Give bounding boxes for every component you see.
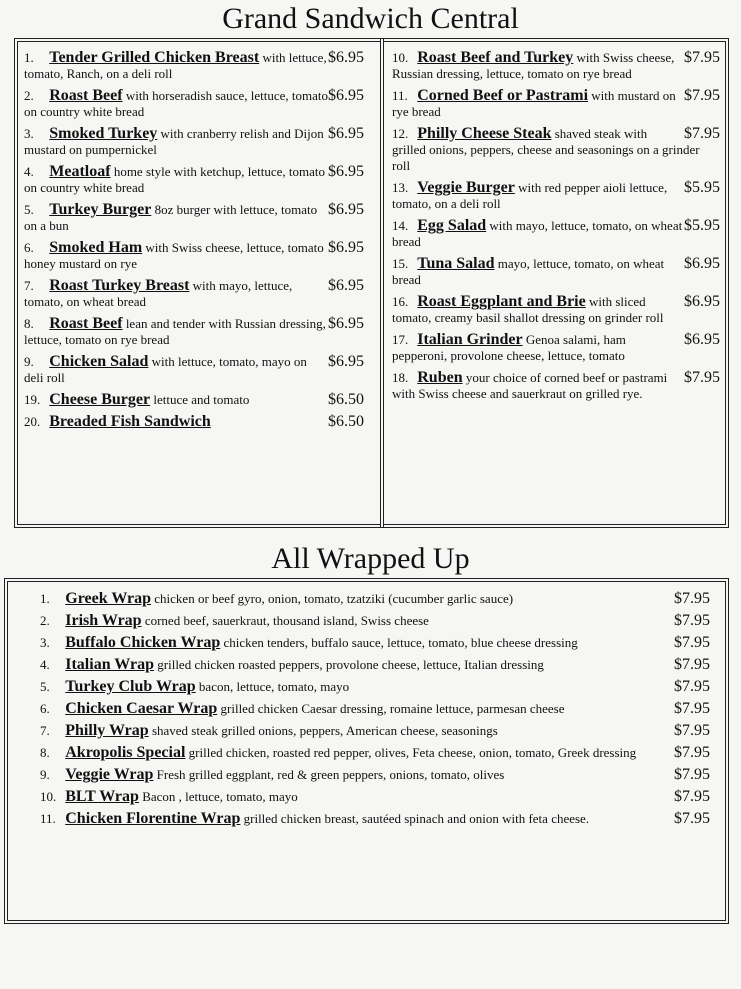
item-description: with lettuce, tomato, mayo on deli roll — [24, 354, 307, 385]
item-number: 5. — [40, 679, 50, 694]
menu-title: Grand Sandwich Central — [222, 2, 519, 35]
item-number: 1. — [24, 50, 34, 65]
menu-item — [24, 88, 364, 120]
item-name: Italian Grinder — [417, 331, 523, 348]
item-name: Breaded Fish Sandwich — [49, 413, 211, 430]
item-number: 4. — [24, 164, 34, 179]
item-number: 6. — [24, 240, 34, 255]
menu-item — [40, 766, 710, 784]
menu-item — [40, 810, 710, 828]
item-price: $7.95 — [674, 656, 710, 673]
item-number: 13. — [392, 180, 409, 195]
menu-item — [40, 744, 710, 762]
item-price: $6.95 — [328, 201, 364, 218]
menu-item — [24, 316, 364, 348]
item-description: lean and tender with Russian dressing, lettuce, tomato on rye bread — [24, 316, 326, 347]
item-description: Bacon , lettuce, tomato, mayo — [142, 789, 298, 804]
item-description: chicken or beef gyro, onion, tomato, tzatziki (cucumber garlic sauce) — [154, 591, 514, 606]
item-description: with red pepper aioli lettuce, tomato, on a deli roll — [392, 180, 668, 211]
item-number: 8. — [40, 745, 50, 760]
item-description: corned beef, sauerkraut, thousand island, Swiss cheese — [144, 613, 429, 628]
item-description: with Swiss cheese, Russian dressing, lettuce, tomato on rye bread — [392, 50, 675, 81]
menu-item — [24, 414, 364, 430]
item-price: $6.95 — [684, 293, 720, 310]
item-name: BLT Wrap — [65, 788, 139, 805]
item-number: 2. — [24, 88, 34, 103]
item-price: $7.95 — [684, 125, 720, 142]
item-price: $5.95 — [684, 179, 720, 196]
item-price: $6.95 — [684, 331, 720, 348]
menu-item — [24, 392, 364, 408]
item-number: 15. — [392, 256, 409, 271]
menu-item — [392, 256, 720, 288]
item-name: Irish Wrap — [65, 612, 142, 629]
item-name: Smoked Ham — [49, 239, 143, 256]
item-description: chicken tenders, buffalo sauce, lettuce, tomato, blue cheese dressing — [223, 635, 578, 650]
item-name: Veggie Wrap — [65, 766, 154, 783]
menu-item — [40, 590, 710, 608]
item-name: Tuna Salad — [417, 255, 495, 272]
item-number: 2. — [40, 613, 50, 628]
item-number: 8. — [24, 316, 34, 331]
item-number: 3. — [40, 635, 50, 650]
item-number: 16. — [392, 294, 409, 309]
menu-item — [40, 700, 710, 718]
item-price: $6.95 — [328, 315, 364, 332]
item-number: 11. — [392, 88, 408, 103]
item-number: 3. — [24, 126, 34, 141]
menu-item — [392, 218, 720, 250]
item-description: grilled chicken breast, sautéed spinach and onion with feta cheese. — [243, 811, 590, 826]
item-name: Roast Beef — [49, 315, 123, 332]
item-description: Fresh grilled eggplant, red & green peppers, onions, tomato, olives — [156, 767, 505, 782]
menu-item — [24, 126, 364, 158]
item-name: Ruben — [417, 369, 463, 386]
menu-item — [24, 202, 364, 234]
item-number: 14. — [392, 218, 409, 233]
menu-item — [392, 332, 720, 364]
menu-item — [40, 678, 710, 696]
item-price: $7.95 — [674, 722, 710, 739]
item-price: $6.95 — [684, 255, 720, 272]
menu-item — [392, 370, 720, 402]
item-price: $6.50 — [328, 391, 364, 408]
menu-item — [40, 656, 710, 674]
item-number: 5. — [24, 202, 34, 217]
item-description: 8oz burger with lettuce, tomato on a bun — [24, 202, 318, 233]
item-name: Roast Eggplant and Brie — [417, 293, 586, 310]
item-description: with lettuce, tomato, Ranch, on a deli roll — [24, 50, 327, 81]
item-name: Turkey Club Wrap — [65, 678, 196, 695]
item-name: Buffalo Chicken Wrap — [65, 634, 221, 651]
menu-item — [40, 722, 710, 740]
menu-item — [24, 240, 364, 272]
item-price: $7.95 — [684, 49, 720, 66]
item-description: with cranberry relish and Dijon mustard on pumpernickel — [24, 126, 324, 157]
sandwich-list-left — [24, 50, 364, 436]
item-name: Tender Grilled Chicken Breast — [49, 49, 260, 66]
item-price: $7.95 — [674, 590, 710, 607]
item-description: grilled chicken roasted peppers, provolone cheese, lettuce, Italian dressing — [157, 657, 544, 672]
item-description: with mayo, lettuce, tomato, on wheat bread — [24, 278, 293, 309]
menu-item — [24, 278, 364, 310]
item-price: $6.95 — [328, 353, 364, 370]
item-name: Smoked Turkey — [49, 125, 158, 142]
item-name: Philly Cheese Steak — [417, 125, 552, 142]
menu-item — [392, 294, 720, 326]
item-name: Veggie Burger — [417, 179, 515, 196]
item-name: Greek Wrap — [65, 590, 152, 607]
item-price: $6.95 — [328, 239, 364, 256]
item-name: Akropolis Special — [65, 744, 186, 761]
item-name: Cheese Burger — [49, 391, 151, 408]
wrap-list — [40, 590, 710, 832]
item-description: grilled chicken Caesar dressing, romaine lettuce, parmesan cheese — [220, 701, 565, 716]
item-description: Genoa salami, ham pepperoni, provolone cheese, lettuce, tomato — [392, 332, 626, 363]
item-number: 7. — [24, 278, 34, 293]
item-number: 12. — [392, 126, 409, 141]
sandwich-list-right — [392, 50, 720, 408]
item-description: home style with ketchup, lettuce, tomato on country white bread — [24, 164, 326, 195]
item-number: 9. — [40, 767, 50, 782]
item-number: 1. — [40, 591, 50, 606]
item-name: Corned Beef or Pastrami — [417, 87, 589, 104]
menu-item — [392, 180, 720, 212]
menu-item — [40, 634, 710, 652]
item-price: $6.95 — [328, 49, 364, 66]
item-number: 10. — [40, 789, 57, 804]
item-price: $7.95 — [674, 810, 710, 827]
item-price: $6.95 — [328, 163, 364, 180]
item-price: $6.95 — [328, 87, 364, 104]
item-description: with horseradish sauce, lettuce, tomato on country white bread — [24, 88, 328, 119]
item-number: 6. — [40, 701, 50, 716]
item-description: shaved steak with grilled onions, peppers, cheese and seasonings on a grinder roll — [392, 126, 700, 173]
item-description: grilled chicken, roasted red pepper, olives, Feta cheese, onion, tomato, Greek dressing — [188, 745, 637, 760]
item-description: your choice of corned beef or pastrami with Swiss cheese and sauerkraut on grilled rye. — [392, 370, 668, 401]
item-price: $7.95 — [674, 634, 710, 651]
item-name: Roast Beef and Turkey — [417, 49, 574, 66]
item-price: $7.95 — [684, 369, 720, 386]
item-price: $7.95 — [684, 87, 720, 104]
item-name: Chicken Florentine Wrap — [65, 810, 241, 827]
item-name: Chicken Salad — [49, 353, 149, 370]
item-price: $7.95 — [674, 788, 710, 805]
menu-item — [392, 50, 720, 82]
item-description: with sliced tomato, creamy basil shallot dressing on grinder roll — [392, 294, 664, 325]
item-number: 9. — [24, 354, 34, 369]
item-name: Philly Wrap — [65, 722, 149, 739]
wraps-title: All Wrapped Up — [271, 542, 470, 575]
item-price: $7.95 — [674, 744, 710, 761]
item-number: 17. — [392, 332, 409, 347]
item-number: 19. — [24, 392, 41, 407]
item-description: mayo, lettuce, tomato, on wheat bread — [392, 256, 665, 287]
item-number: 20. — [24, 414, 41, 429]
item-price: $6.95 — [328, 277, 364, 294]
menu-item — [40, 788, 710, 806]
item-name: Turkey Burger — [49, 201, 152, 218]
item-description: with mayo, lettuce, tomato, on wheat bread — [392, 218, 683, 249]
item-number: 11. — [40, 811, 56, 826]
item-description: with mustard on rye bread — [392, 88, 676, 119]
menu-item — [24, 164, 364, 196]
item-price: $5.95 — [684, 217, 720, 234]
item-description: shaved steak grilled onions, peppers, American cheese, seasonings — [151, 723, 498, 738]
item-number: 4. — [40, 657, 50, 672]
item-description: with Swiss cheese, lettuce, tomato honey mustard on rye — [24, 240, 324, 271]
menu-item — [24, 50, 364, 82]
menu-item — [392, 126, 720, 174]
menu-item — [40, 612, 710, 630]
item-description: bacon, lettuce, tomato, mayo — [198, 679, 350, 694]
item-name: Italian Wrap — [65, 656, 155, 673]
item-name: Egg Salad — [417, 217, 487, 234]
item-price: $7.95 — [674, 766, 710, 783]
item-name: Meatloaf — [49, 163, 111, 180]
item-price: $6.50 — [328, 413, 364, 430]
item-name: Chicken Caesar Wrap — [65, 700, 218, 717]
item-name: Roast Turkey Breast — [49, 277, 190, 294]
item-number: 10. — [392, 50, 409, 65]
item-number: 7. — [40, 723, 50, 738]
item-price: $7.95 — [674, 612, 710, 629]
item-name: Roast Beef — [49, 87, 123, 104]
item-number: 18. — [392, 370, 409, 385]
menu-item — [392, 88, 720, 120]
item-price: $6.95 — [328, 125, 364, 142]
item-price: $7.95 — [674, 678, 710, 695]
item-description: lettuce and tomato — [153, 392, 250, 407]
menu-item — [24, 354, 364, 386]
item-price: $7.95 — [674, 700, 710, 717]
